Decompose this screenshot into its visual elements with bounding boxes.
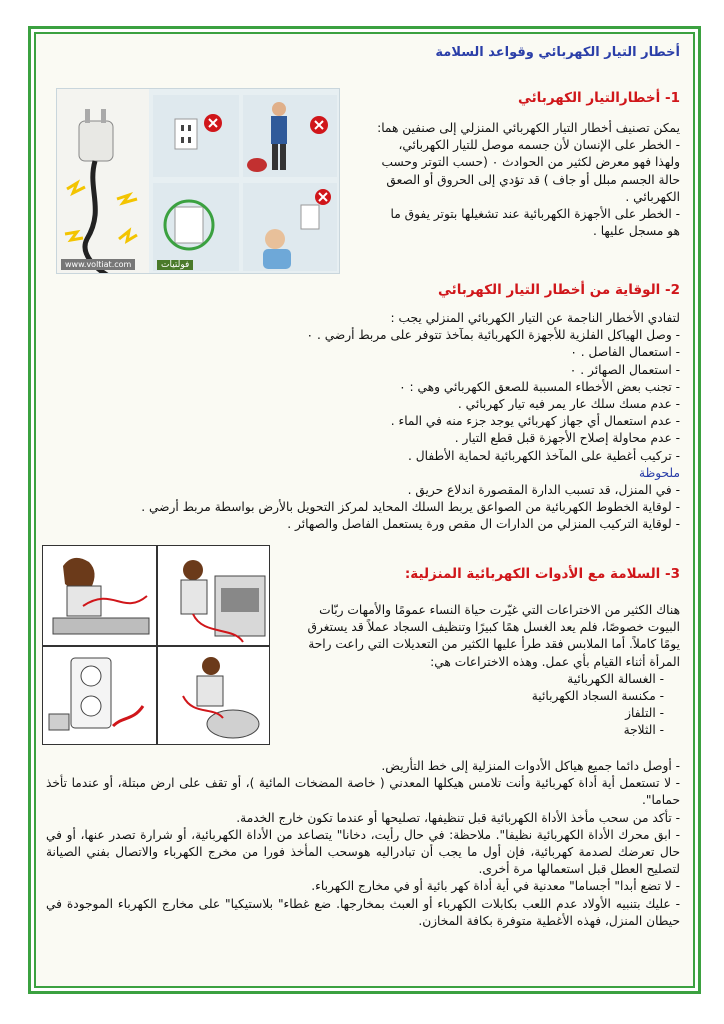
section1-line: حالة الجسم مبلل أو جاف ) قد تؤدي إلى الحروق أو الصعق [386,172,680,187]
section2-text [50,310,680,534]
note-line: - لوقاية الخطوط الكهربائية من الصواعق يربط السلك المحايد لمركز التحويل بالأرض بواسطة مربط أرضي . [141,500,680,515]
safety-rule: - لا تضع أبدا" أجساما" معدنية في أية أداة كهر بائية أو في مخارج الكهرباء. [311,879,680,894]
invention-item: - التلفاز [625,706,664,721]
note-line: - لوقاية التركيب المنزلي من الدارات ال مقص ورة يستعمل الفاصل والصهائر . [287,517,680,532]
note-line: - في المنزل، قد تسبب الدارة المقصورة اندلاع حريق . [407,483,680,498]
note-label: ملحوظة [639,465,680,480]
invention-item: - الغسالة الكهربائية [567,671,664,686]
section1-heading: 1- أخطارالتيار الكهربائي [517,90,680,106]
document-body [40,36,688,982]
section2-line: - تركيب أغطية على المآخذ الكهربائية لحماية الأطفال . [408,448,680,463]
section3-intro-line: يومًا كاملاً. أما الملابس فقد طرأ عليها الكثير من التعديلات التي راعت راحة [308,637,680,652]
section2-line: - عدم مسك سلك عار يمر فيه تيار كهربائي . [457,397,680,412]
section2-line: - عدم محاولة إصلاح الأجهزة قبل قطع التيار . [454,431,680,446]
safety-rule: - عليك بتنبيه الأولاد عدم اللعب بكابلات الكهرباء أو العبث بمخارجها. ضع غطاء" بلاستيكيا" على مخارج الكهرباء الموجودة في حيطان المنزل، فهذه الأغطية متوفرة بكافة المخازن. [46,896,680,928]
section3-intro-line: هناك الكثير من الاختراعات التي غيّرت حياة النساء عمومًا والأمهات ربّات [319,603,680,617]
section3-intro [268,602,680,740]
section3-rules [46,758,680,930]
section2-line: - استعمال الفاصل . ٠ [570,345,680,360]
section1-text [340,120,680,240]
section1-line: - الخطر على الإنسان لأن جسمه موصل للتيار الكهربائي، [398,138,680,153]
invention-item: - مكنسة السجاد الكهربائية [531,689,664,704]
section1-line: ولهذا فهو معرض لكثير من الحوادث ٠ (حسب التوتر وحسب [381,155,680,170]
section1-line: - الخطر على الأجهزة الكهربائية عند تشغيلها بتوتر يفوق ما [390,207,680,222]
section1-line: الكهربائي . [625,189,680,204]
section2-line: - عدم استعمال أي جهاز كهربائي يوجد جزء منه في الماء . [390,414,680,429]
safety-rule: - ابق محرك الأداة الكهربائية نظيفا". ملاحظة: في حال رأيت، دخانا" يتصاعد من الأداة الكهربائية، أو شرارة تصدر عنها، أو في حال تعرضك لصدمة كهربائية، فإن أول ما يجب أن تبادراليه هوسحب المأخذ فورا من مخرج الكهرباء والاتصال بفني الصيانة لتصليح العطل قبل استعمالها مرة أخرى. [46,827,680,877]
section2-line: - وصل الهياكل الفلزية للأجهزة الكهربائية بمآخذ تتوفر على مربط أرضي . ٠ [306,328,680,343]
invention-item: - الثلاجة [623,723,664,738]
section3-intro-line: البيوت خصوصًا، فلم يعد الغسل همًا كبيرًا وتنظيف السجاد عملاً قد يستغرق [307,620,680,635]
site-logo: فولتيات [157,260,193,270]
section1-line: هو مسجل عليها . [592,224,680,239]
watermark-url: www.voltiat.com [61,259,135,270]
safety-rule: - أوصل دائما جميع هياكل الأدوات المنزلية إلى خط التأريض. [381,759,680,773]
section1-line: يمكن تصنيف أخطار التيار الكهربائي المنزلي إلى صنفين هما: [377,121,680,135]
safety-rule: - لا تستعمل أية أداة كهربائية وأنت تلامس هيكلها المعدني ( خاصة المضخات المائية )، أو تقف على ارض مبتلة، أو عندما تأخذ حماما". [46,776,680,808]
section2-line: - تجنب بعض الأخطاء المسببة للصعق الكهربائي وهي : ٠ [399,379,680,394]
safety-rule: - تأكد من سحب مأخذ الأداة الكهربائية قبل تنظيفها، تصليحها أو عندما تكون خارج الخدمة. [236,810,680,825]
section2-line: - استعمال الصهائر . ٠ [569,362,680,377]
page-title: أخطار التيار الكهربائي وقواعد السلامة [435,45,680,60]
section3-heading: 3- السلامة مع الأدوات الكهربائية المنزلية: [404,566,680,582]
section3-intro-line: المرأة أثناء القيام بأي عمل. وهذه الاختراعات هي: [430,654,680,669]
section2-heading: 2- الوقاية من أخطار التيار الكهربائي [438,282,680,298]
section2-line: لتفادي الأخطار الناجمة عن التيار الكهربائي المنزلي يجب : [390,311,680,325]
